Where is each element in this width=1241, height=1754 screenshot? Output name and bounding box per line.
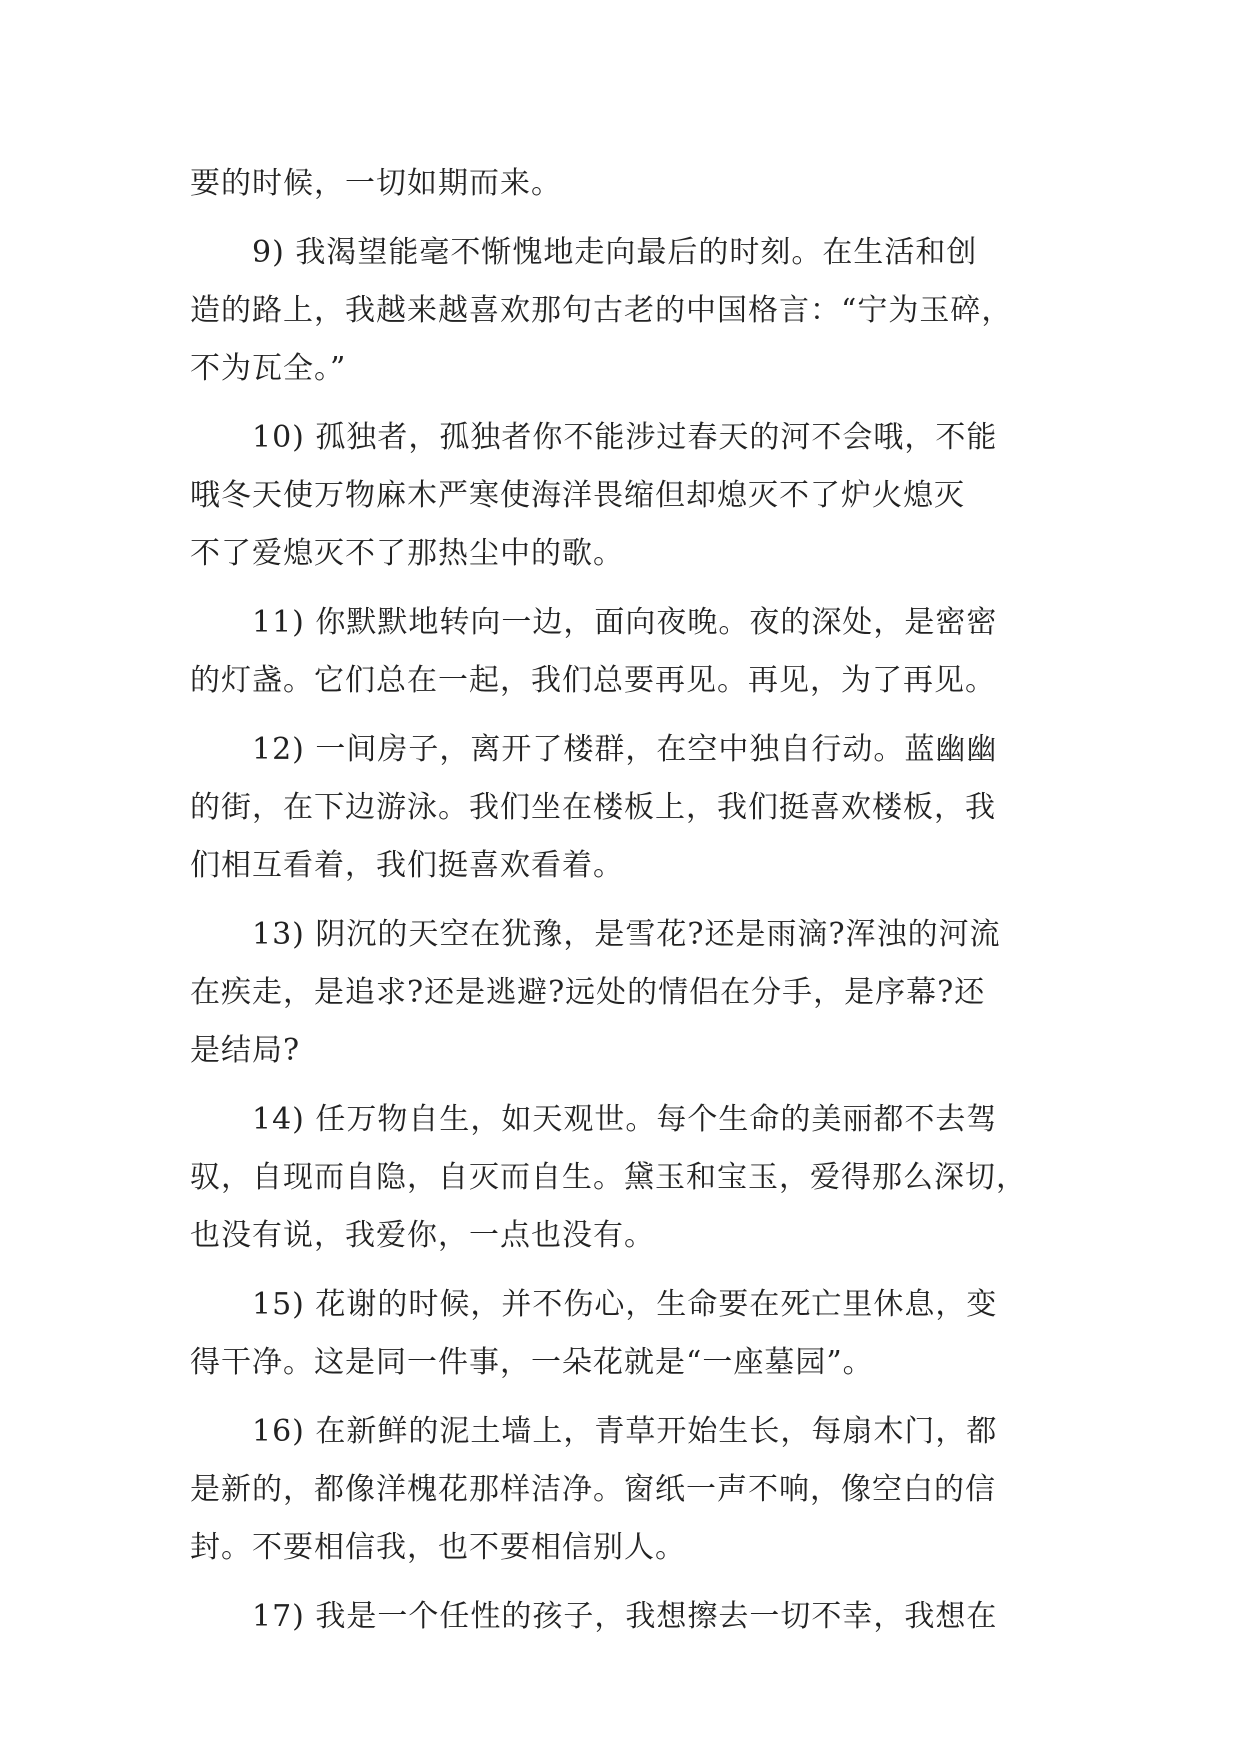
text-line: 要的时候，一切如期而来。 bbox=[190, 166, 562, 201]
paragraph-17-line-1: 17) 我是一个任性的孩子，我想擦去一切不幸，我想在 bbox=[252, 1599, 998, 1634]
text-line: 们相互看着，我们挺喜欢看着。 bbox=[190, 848, 624, 883]
paragraph-10-line-1: 10) 孤独者，孤独者你不能涉过春天的河不会哦，不能 bbox=[252, 420, 998, 455]
text-line: 的街，在下边游泳。我们坐在楼板上，我们挺喜欢楼板，我 bbox=[190, 790, 996, 825]
text-line: 哦冬天使万物麻木严寒使海洋畏缩但却熄灭不了炉火熄灭 bbox=[190, 478, 965, 513]
paragraph-15-line-1: 15) 花谢的时候，并不伤心，生命要在死亡里休息，变 bbox=[252, 1287, 998, 1322]
text-line: 封。不要相信我，也不要相信别人。 bbox=[190, 1530, 686, 1565]
text-line: 造的路上，我越来越喜欢那句古老的中国格言：“宁为玉碎， bbox=[190, 293, 1013, 328]
text-line: 不为瓦全。” bbox=[190, 351, 347, 386]
paragraph-11-line-1: 11) 你默默地转向一边，面向夜晚。夜的深处，是密密 bbox=[252, 605, 998, 640]
text-line: 驭，自现而自隐，自灭而自生。黛玉和宝玉，爱得那么深切， bbox=[190, 1160, 1027, 1195]
text-line: 在疾走，是追求?还是逃避?远处的情侣在分手，是序幕?还 bbox=[190, 975, 986, 1010]
paragraph-13-line-1: 13) 阴沉的天空在犹豫，是雪花?还是雨滴?浑浊的河流 bbox=[252, 917, 1001, 952]
document-body bbox=[190, 155, 1060, 1646]
paragraph-12-line-1: 12) 一间房子，离开了楼群，在空中独自行动。蓝幽幽 bbox=[252, 732, 998, 767]
text-line: 也没有说，我爱你，一点也没有。 bbox=[190, 1218, 655, 1253]
paragraph-14-line-1: 14) 任万物自生，如天观世。每个生命的美丽都不去驾 bbox=[252, 1102, 998, 1137]
text-line: 的灯盏。它们总在一起，我们总要再见。再见，为了再见。 bbox=[190, 663, 996, 698]
paragraph-16-line-1: 16) 在新鲜的泥土墙上，青草开始生长，每扇木门，都 bbox=[252, 1414, 998, 1449]
text-line: 是结局? bbox=[190, 1033, 301, 1068]
text-line: 不了爱熄灭不了那热尘中的歌。 bbox=[190, 536, 624, 571]
text-line: 得干净。这是同一件事，一朵花就是“一座墓园”。 bbox=[190, 1345, 874, 1380]
text-line: 是新的，都像洋槐花那样洁净。窗纸一声不响，像空白的信 bbox=[190, 1472, 996, 1507]
paragraph-9-line-1: 9) 我渴望能毫不惭愧地走向最后的时刻。在生活和创 bbox=[252, 235, 978, 270]
